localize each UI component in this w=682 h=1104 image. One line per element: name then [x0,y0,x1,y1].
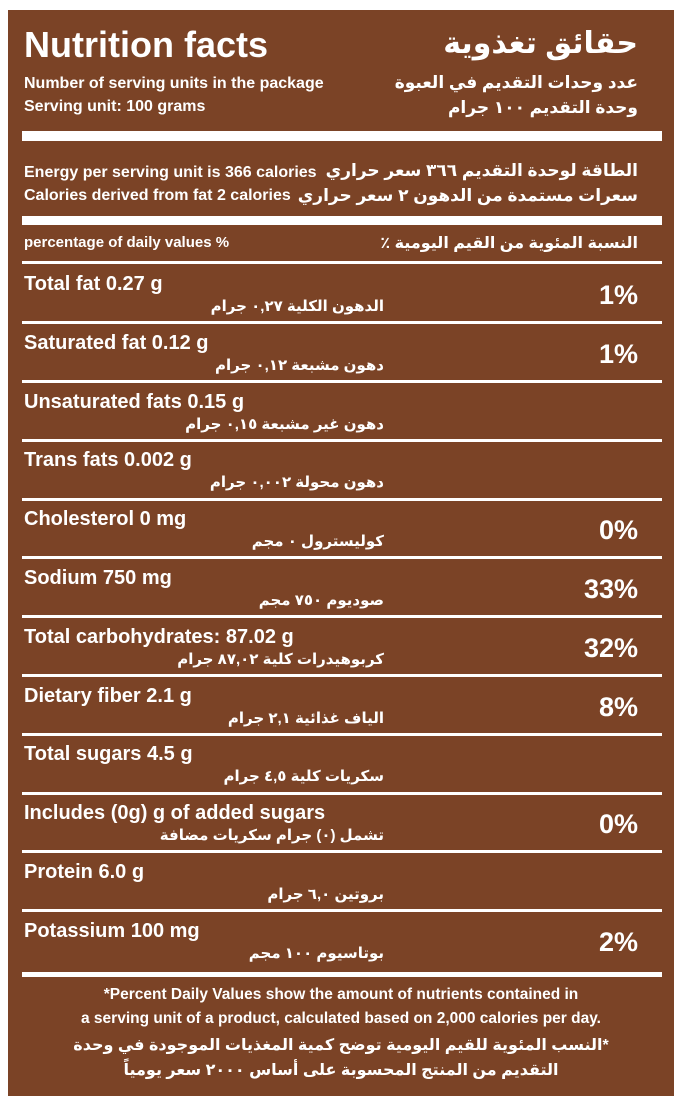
nutrient-name-ar: سكريات كلية ٤,٥ جرام [223,768,384,786]
nutrient-name-ar: بروتين ٦,٠ جرام [267,886,384,903]
daily-value-percent: 32% [583,632,638,663]
nutrient-name-ar: الياف غذائية ٢,١ جرام [227,709,384,727]
daily-value-percent: 1% [598,338,638,369]
nutrient-name-ar: بوتاسيوم ١٠٠ مجم [248,944,384,962]
divider-footnote [22,972,662,977]
nutrition-facts-panel [8,10,674,1096]
thick-divider-top [22,131,662,141]
nutrient-row [8,734,674,793]
daily-value-percent: 8% [598,691,638,722]
serving-unit-ar: وحدة التقديم ١٠٠ جرام [447,98,638,117]
daily-value-percent: 0% [598,809,638,840]
footnote-en-line2: a serving unit of a product, calculated based on 2,000 calories per day. [81,1010,601,1027]
nutrient-row [8,911,674,970]
nutrient-name-ar: دهون مشبعة ٠,١٢ جرام [215,356,384,374]
nutrient-name-en: Trans fats 0.002 g [24,449,192,472]
nutrient-name-ar: كربوهيدرات كلية ٨٧,٠٢ جرام [177,650,384,668]
nutrient-name-ar: كوليسترول ٠ مجم [251,533,384,551]
daily-values-header-en: percentage of daily values % [24,234,230,251]
nutrient-name-en: Unsaturated fats 0.15 g [24,390,245,413]
nutrient-name-ar: صوديوم ٧٥٠ مجم [258,592,384,609]
nutrient-name-en: Potassium 100 mg [24,919,200,942]
title-en: Nutrition facts [24,24,269,65]
nutrient-row [8,264,674,323]
nutrient-row [8,323,674,382]
nutrient-row [8,852,674,911]
nutrient-name-ar: الدهون الكلية ٠,٢٧ جرام [210,298,384,315]
nutrient-name-en: Cholesterol 0 mg [24,508,187,531]
footnote-ar-line1: *النسب المئوية للقيم اليومية توضح كمية المغذيات الموجودة في وحدة [73,1037,609,1054]
nutrient-name-en: Dietary fiber 2.1 g [24,684,192,707]
daily-value-percent: 2% [598,926,638,957]
nutrient-name-en: Total fat 0.27 g [24,273,163,295]
nutrient-row [8,382,674,441]
fat-calories-en: Calories derived from fat 2 calories [24,187,291,204]
nutrient-name-ar: تشمل (٠) جرام سكريات مضافة [159,827,384,845]
daily-value-percent: 1% [598,280,638,310]
nutrient-name-en: Includes (0g) g of added sugars [24,802,326,825]
daily-values-header-ar: النسبة المئوية من القيم اليومية ٪ [380,235,638,252]
footnote-ar-line2: التقديم من المنتج المحسوبة على أساس ٢٠٠٠ سعر يومياً [123,1062,559,1079]
nutrient-row [8,499,674,558]
nutrient-name-en: Total sugars 4.5 g [24,743,193,766]
nutrient-name-ar: دهون غير مشبعة ٠,١٥ جرام [185,415,384,433]
serving-unit-en: Serving unit: 100 grams [24,98,206,115]
title-ar: حقائق تغذوية [443,27,638,60]
nutrient-row [8,793,674,852]
nutrient-name-en: Protein 6.0 g [24,861,145,883]
daily-value-percent: 0% [598,515,638,546]
nutrient-name-en: Sodium 750 mg [24,567,172,589]
nutrient-name-ar: دهون محولة ٠,٠٠٢ جرام [209,474,384,492]
nutrient-name-en: Saturated fat 0.12 g [24,331,209,354]
daily-value-percent: 33% [583,574,638,604]
servings-per-package-en: Number of serving units in the package [24,75,324,92]
nutrient-row [8,440,674,499]
servings-per-package-ar: عدد وحدات التقديم في العبوة [394,73,638,92]
nutrient-row [8,558,674,617]
nutrient-row [8,676,674,735]
footnote-en-line1: *Percent Daily Values show the amount of nutrients contained in [103,986,579,1003]
nutrient-name-en: Total carbohydrates: 87.02 g [24,625,294,648]
fat-calories-ar: سعرات مستمدة من الدهون ٢ سعر حراري [297,186,638,205]
energy-ar: الطاقة لوحدة التقديم ٣٦٦ سعر حراري [325,161,638,180]
energy-en: Energy per serving unit is 366 calories [24,164,317,181]
thick-divider-energy [22,216,662,225]
nutrient-row [8,617,674,676]
